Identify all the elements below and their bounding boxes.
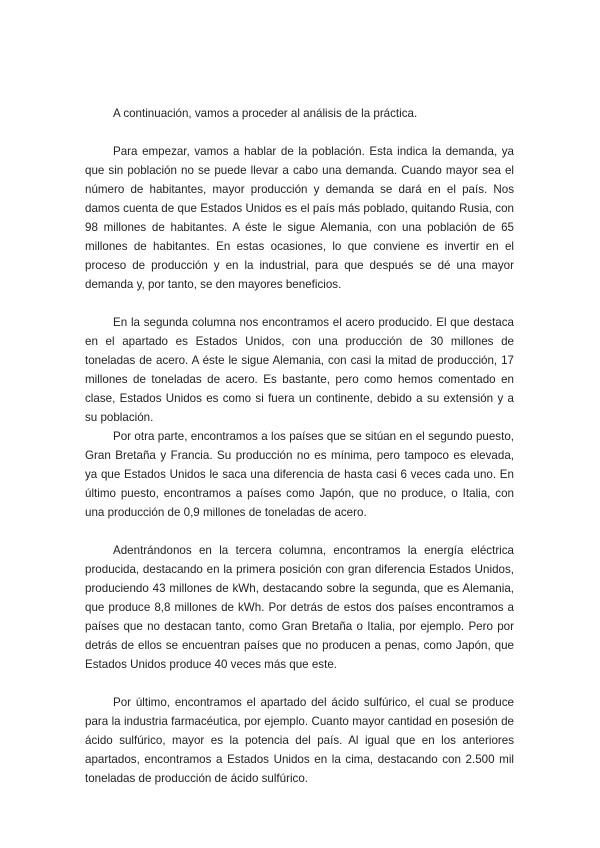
paragraph-electricity: Adentrándonos en la tercera columna, encontramos la energía eléctrica producida, destacando en la primera posición con gran diferencia Estados Unidos, produciendo 43 millones de kWh, destacando sobre la segunda, que es Alemania, que produce 8,8 millones de kWh. Por detrás de estos dos países encontramos a países que no destacan tanto, como Gran Bretaña o Italia, por ejemplo. Pero por detrás de ellos se encuentran países que no producen a penas, como Japón, que Estados Unidos produce 40 veces más que este. — [85, 544, 514, 671]
paragraph-intro: A continuación, vamos a proceder al análisis de la práctica. — [113, 107, 418, 120]
paragraph-steel: En la segunda columna nos encontramos el acero producido. El que destaca en el apartado es Estados Unidos, con una producción de 30 millones de toneladas de acero. A éste le sigue Alemania, con casi la mitad de producción, 17 millones de toneladas de acero. Es bastante, pero como hemos comentado en clase, Estados Unidos es como si fuera un continente, debido a su extensión y a su población. — [85, 316, 514, 424]
paragraph-steel-ranking: Por otra parte, encontramos a los países que se sitúan en el segundo puesto, Gran Bretaña y Francia. Su producción no es mínima, pero tampoco es elevada, ya que Estados Unidos le saca una diferencia de hasta casi 6 veces cada uno. En último puesto, encontramos a países como Japón, que no produce, o Italia, con una producción de 0,9 millones de toneladas de acero. — [85, 430, 514, 519]
paragraph-sulfuric-acid: Por último, encontramos el apartado del ácido sulfúrico, el cual se produce para la industria farmacéutica, por ejemplo. Cuanto mayor cantidad en posesión de ácido sulfúrico, mayor es la potencia del país. Al igual que en los anteriores apartados, encontramos a Estados Unidos en la cima, destacando con 2.500 mil toneladas de producción de ácido sulfúrico. — [85, 696, 514, 785]
document-body — [85, 104, 514, 788]
paragraph-population: Para empezar, vamos a hablar de la población. Esta indica la demanda, ya que sin población no se puede llevar a cabo una demanda. Cuando mayor sea el número de habitantes, mayor producción y demanda se dará en el país. Nos damos cuenta de que Estados Unidos es el país más poblado, quitando Rusia, con 98 millones de habitantes. A éste le sigue Alemania, con una población de 65 millones de habitantes. En estas ocasiones, lo que conviene es invertir en el proceso de producción y en la industrial, para que después se dé una mayor demanda y, por tanto, se den mayores beneficios. — [85, 145, 514, 291]
